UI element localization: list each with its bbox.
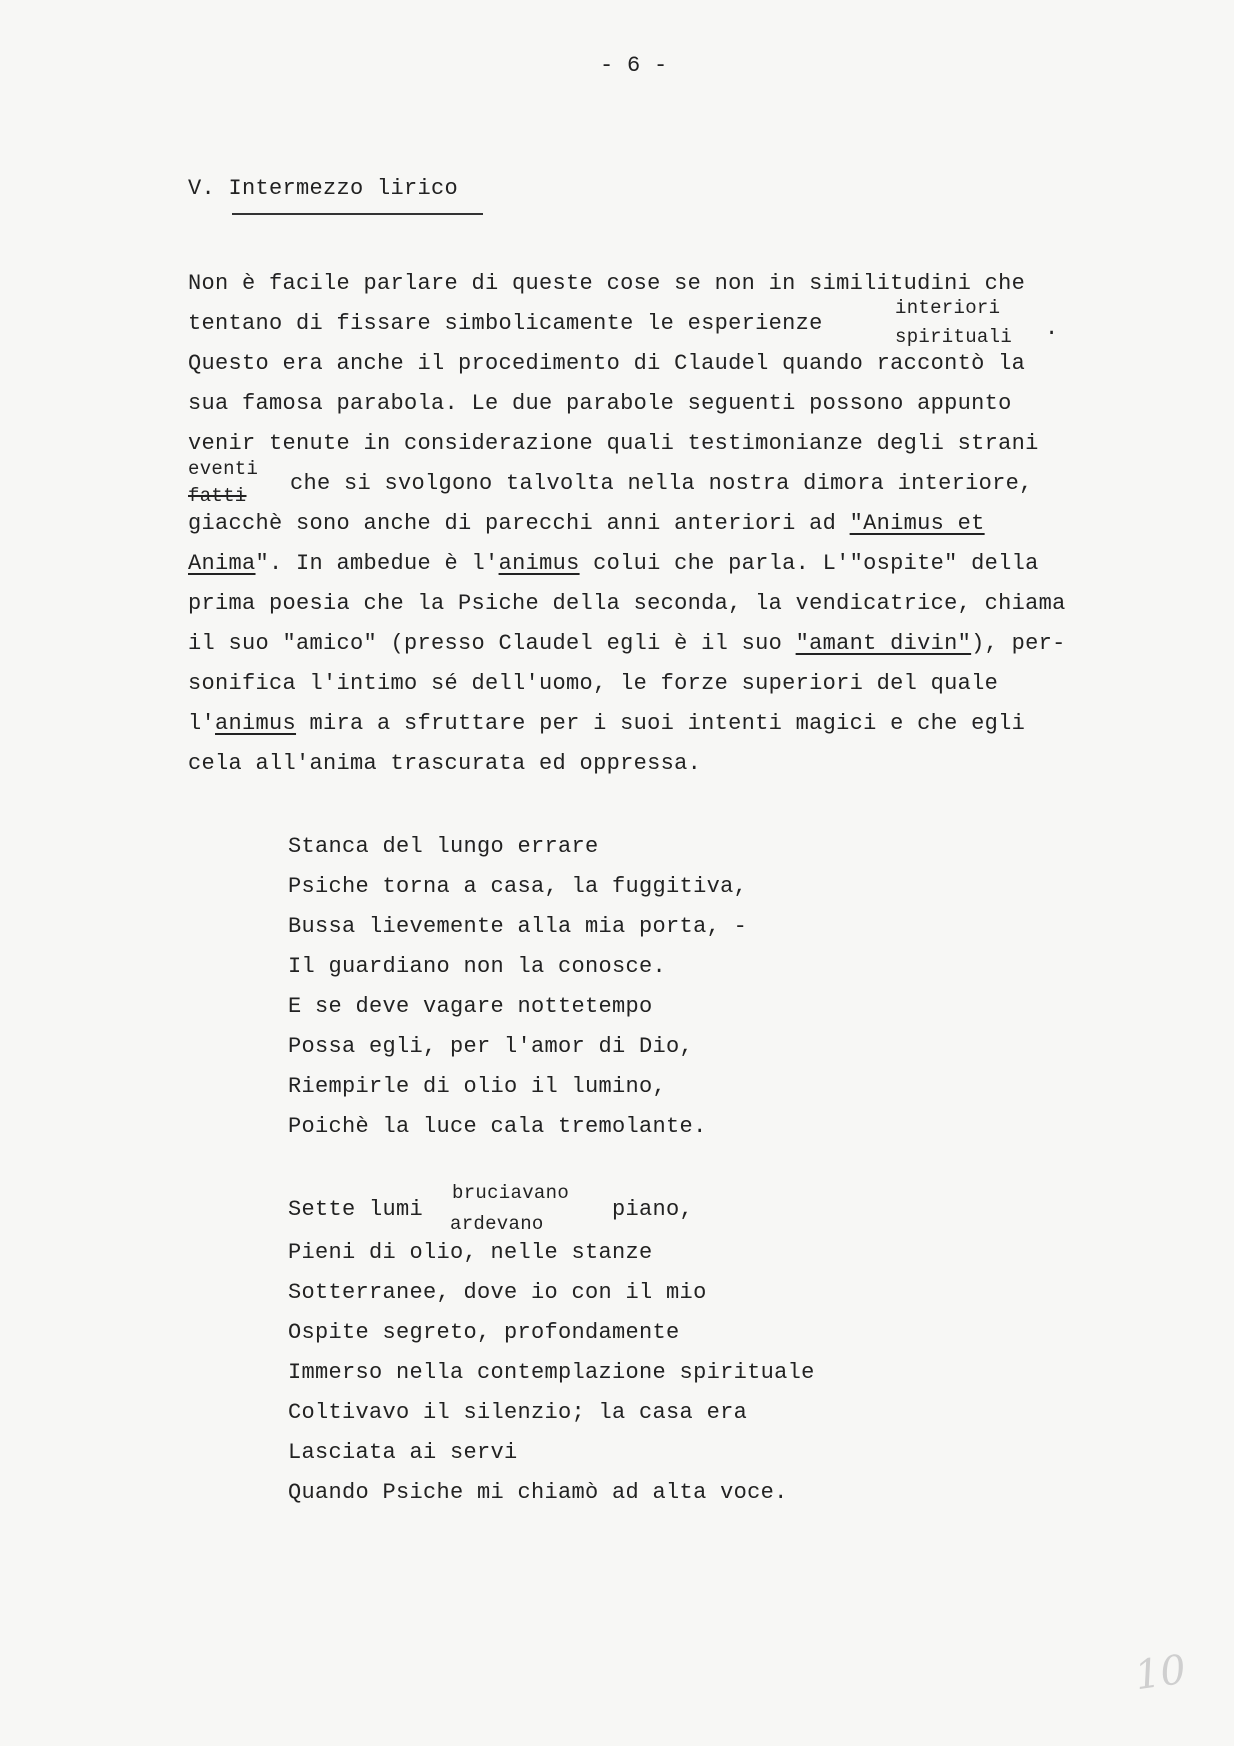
- poem1-line-4: Il guardiano non la conosce.: [288, 954, 667, 979]
- poem2-line-4: Ospite segreto, profondamente: [288, 1320, 680, 1345]
- poem1-line-5: E se deve vagare nottetempo: [288, 994, 653, 1019]
- paragraph-line-13: cela all'anima trascurata ed oppressa.: [188, 751, 702, 776]
- page-number: - 6 -: [600, 53, 668, 78]
- paragraph-line-6: che si svolgono talvolta nella nostra dimora interiore,: [290, 471, 1033, 496]
- poem2-line-3: Sotterranee, dove io con il mio: [288, 1280, 707, 1305]
- paragraph-line-2: tentano di fissare simbolicamente le esperienze: [188, 311, 823, 336]
- paragraph-line-11: sonifica l'intimo sé dell'uomo, le forze superiori del quale: [188, 671, 999, 696]
- underlined-animus-2: animus: [215, 711, 297, 736]
- poem1-line-7: Riempirle di olio il lumino,: [288, 1074, 667, 1099]
- underlined-amant-divin: "amant divin": [795, 631, 972, 656]
- poem1-line-6: Possa egli, per l'amor di Dio,: [288, 1034, 694, 1059]
- correction-bruciavano: bruciavano: [452, 1182, 570, 1204]
- poem1-line-2: Psiche torna a casa, la fuggitiva,: [288, 874, 748, 899]
- correction-above-interiori: interiori: [895, 297, 1001, 319]
- paragraph-line-2-end: .: [1045, 316, 1059, 341]
- correction-ardevano: ardevano: [450, 1213, 544, 1235]
- title-underline: [232, 213, 483, 215]
- correction-below-spirituali: spirituali: [895, 326, 1013, 348]
- struck-word-fatti: fatti: [188, 485, 247, 507]
- paragraph-line-9: prima poesia che la Psiche della seconda, la vendicatrice, chiama: [188, 591, 1066, 616]
- paragraph-line-1: Non è facile parlare di queste cose se non in similitudini che: [188, 271, 1026, 296]
- paragraph-line-12: l'animus mira a sfruttare per i suoi intenti magici e che egli: [188, 711, 1026, 736]
- poem2-line-8: Quando Psiche mi chiamò ad alta voce.: [288, 1480, 788, 1505]
- paragraph-line-10: il suo "amico" (presso Claudel egli è il suo "amant divin"), per-: [188, 631, 1066, 656]
- section-title: V. Intermezzo lirico: [188, 176, 459, 201]
- poem2-line-1-start: Sette lumi: [288, 1197, 424, 1222]
- poem1-line-8: Poichè la luce cala tremolante.: [288, 1114, 707, 1139]
- paragraph-line-7: giacchè sono anche di parecchi anni anteriori ad "Animus et: [188, 511, 985, 536]
- poem1-line-3: Bussa lievemente alla mia porta, -: [288, 914, 748, 939]
- underlined-animus-et: "Animus et: [849, 511, 985, 536]
- claudel-correction: Claudel: [674, 351, 769, 376]
- paragraph-line-8: Anima". In ambedue è l'animus colui che parla. L'"ospite" della: [188, 551, 1039, 576]
- underlined-anima: Anima: [188, 551, 256, 576]
- underlined-animus: animus: [498, 551, 580, 576]
- poem2-line-5: Immerso nella contemplazione spirituale: [288, 1360, 815, 1385]
- poem2-line-6: Coltivavo il silenzio; la casa era: [288, 1400, 748, 1425]
- poem2-line-2: Pieni di olio, nelle stanze: [288, 1240, 653, 1265]
- paragraph-line-4: sua famosa parabola. Le due parabole seguenti possono appunto: [188, 391, 1012, 416]
- correction-eventi: eventi: [188, 458, 259, 480]
- paragraph-line-3: Questo era anche il procedimento di Claudel quando raccontò la: [188, 351, 1026, 376]
- poem2-line-7: Lasciata ai servi: [288, 1440, 518, 1465]
- paragraph-line-5: venir tenute in considerazione quali testimonianze degli strani: [188, 431, 1039, 456]
- poem2-line-1-end: piano,: [612, 1197, 694, 1222]
- poem1-line-1: Stanca del lungo errare: [288, 834, 599, 859]
- archive-page-number: 10: [1132, 1646, 1189, 1700]
